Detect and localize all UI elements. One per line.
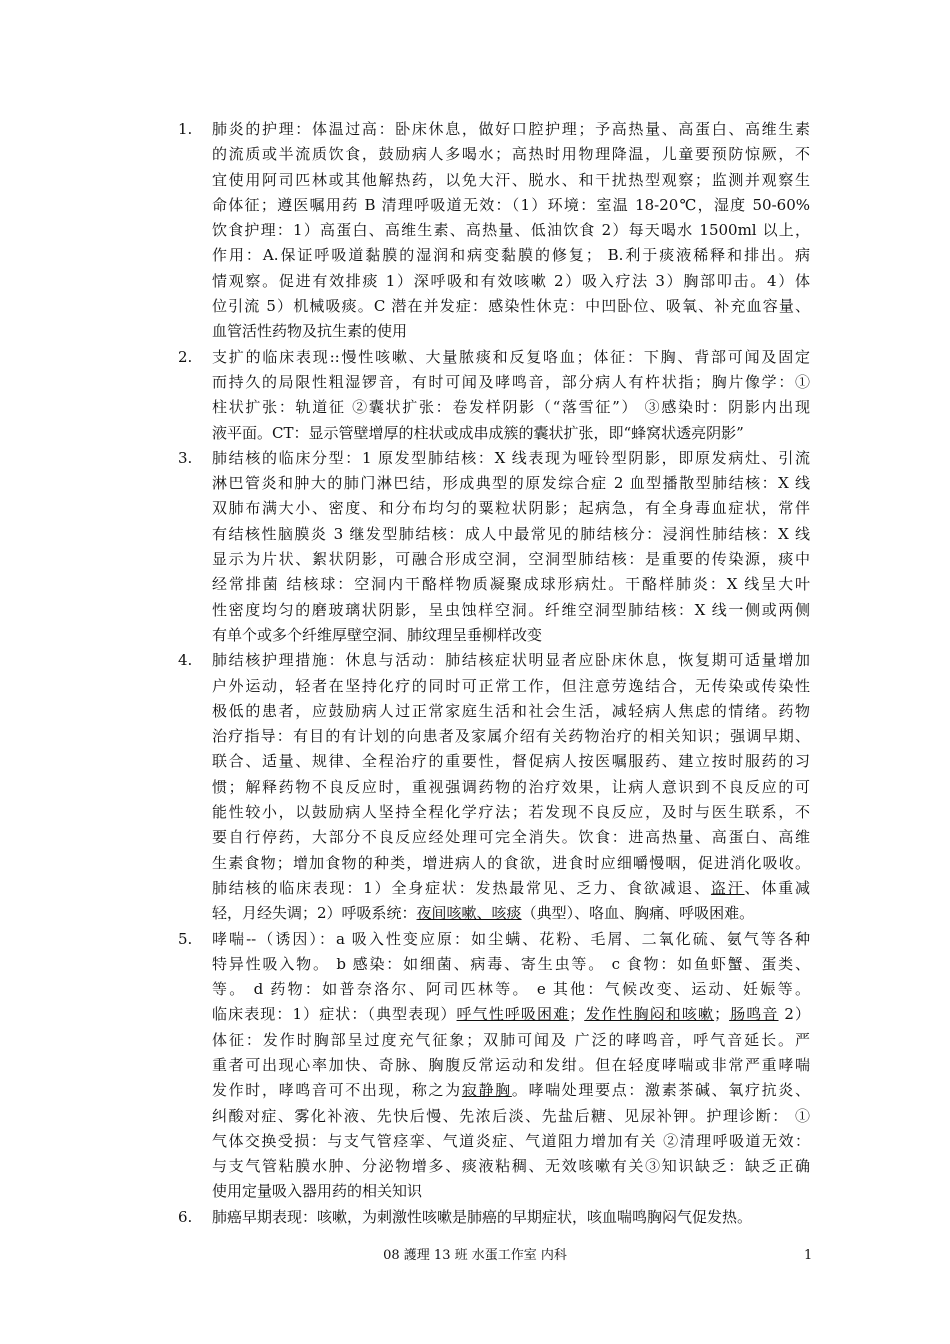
text-line: 双肺布满大小、密度、和分布均匀的粟粒状阴影；起病急，有全身毒血症状，常伴 xyxy=(212,499,810,518)
text-line: 生素食物；增加食物的种类，增进病人的食欲，进食时应细嚼慢咽，促进消化吸收。 xyxy=(212,853,810,872)
text-line: 临床表现：1）症状：（典型表现）呼气性呼吸困难；发作性胸闷和咳嗽；肠鸣音 2） xyxy=(212,1005,810,1024)
text-line: 肺结核的临床表现：1）全身症状：发热最常见、乏力、食欲减退、盗汗、体重减 xyxy=(212,878,810,897)
text-line: 的流质或半流质饮食，鼓励病人多喝水；高热时用物理降温，儿童要预防惊厥，不 xyxy=(212,145,810,164)
text-line: 极低的患者，应鼓励病人过正常家庭生活和社会生活，减轻病人焦虑的情绪。药物 xyxy=(212,701,810,720)
text-line: 宜使用阿司匹林或其他解热药，以免大汗、脱水、和干扰热型观察；监测并观察生 xyxy=(212,170,810,189)
text-line: 性密度均匀的磨玻璃状阴影，呈虫蚀样空洞。纤维空洞型肺结核：X 线一侧或两侧 xyxy=(212,600,810,619)
list-item xyxy=(170,927,810,1205)
text-line: 治疗指导：有目的有计划的向患者及家属介绍有关药物治疗的相关知识；强调早期、 xyxy=(212,727,810,746)
text-line: 能性较小，以鼓励病人坚持全程化学疗法；若发现不良反应，及时与医生联系，不 xyxy=(212,803,810,822)
text-line: 饮食护理：1）高蛋白、高维生素、高热量、低油饮食 2）每天喝水 1500ml 以上， xyxy=(212,221,810,240)
footer-text: 08 護理 13 班 水蛋工作室 内科 xyxy=(383,1248,567,1263)
text-line: 位引流 5）机械吸痰。C 潜在并发症：感染性休克：中凹卧位、吸氧、补充血容量、 xyxy=(212,297,810,316)
item-number: 1. xyxy=(178,120,193,138)
text-line: 经常排菌 结核球：空洞内干酪样物质凝聚成球形病灶。干酪样肺炎：X 线呈大叶 xyxy=(212,575,810,594)
text-line: 纠酸对症、雾化补液、先快后慢、先浓后淡、先盐后糖、见尿补钾。护理诊断： ① xyxy=(212,1106,810,1125)
page-footer xyxy=(0,1244,950,1268)
page-number: 1 xyxy=(804,1248,813,1263)
text-line: 肺癌早期表现：咳嗽，为刺激性咳嗽是肺癌的早期症状，咳血喘鸣胸闷气促发热。 xyxy=(212,1207,753,1226)
text-line: 气体交换受损：与支气管痉挛、气道炎症、气道阻力增加有关 ②清理呼吸道无效： xyxy=(212,1131,810,1150)
text-line: 而持久的局限性粗湿锣音，有时可闻及哮鸣音，部分病人有杵状指；胸片像学：① xyxy=(212,372,810,391)
list-item xyxy=(170,345,810,446)
list-item xyxy=(170,446,810,648)
text-line: 作用：A.保证呼吸道黏膜的湿润和病变黏膜的修复； B.利于痰液稀释和排出。病 xyxy=(212,246,810,265)
text-line: 血管活性药物及抗生素的使用 xyxy=(212,322,408,341)
text-line: 液平面。CT：显示管壁增厚的柱状或成串成簇的囊状扩张，即“蜂窝状透亮阴影” xyxy=(212,423,744,442)
text-line: 有结核性脑膜炎 3 继发型肺结核：成人中最常见的肺结核分：浸润性肺结核：X 线 xyxy=(212,524,810,543)
item-text xyxy=(212,117,810,345)
text-line: 哮喘--（诱因）：a 吸入性变应原：如尘螨、花粉、毛屑、二氧化硫、氨气等各种 xyxy=(212,929,810,948)
text-line: 命体征；遵医嘱用药 B 清理呼吸道无效：（1）环境：室温 18-20℃，湿度 50-60% xyxy=(212,195,810,214)
text-line: 重者可出现心率加快、奇脉、胸腹反常运动和发绀。但在轻度哮喘或非常严重哮喘 xyxy=(212,1055,810,1074)
text-line: 肺结核的临床分型：1 原发型肺结核：X 线表现为哑铃型阴影，即原发病灶、引流 xyxy=(212,448,810,467)
list-item xyxy=(170,648,810,926)
text-line: 户外运动，轻者在坚持化疗的同时可正常工作，但注意劳逸结合，无传染或传染性 xyxy=(212,676,810,695)
item-number: 3. xyxy=(178,448,193,467)
list-item xyxy=(170,117,810,345)
text-line: 惯；解释药物不良反应时，重视强调药物的治疗效果，让病人意识到不良反应的可 xyxy=(212,777,810,796)
text-line: 情观察。促进有效排痰 1）深呼吸和有效咳嗽 2）吸入疗法 3）胸部叩击。4）体 xyxy=(212,271,810,290)
item-number: 5. xyxy=(178,929,193,948)
text-line: 轻，月经失调；2）呼吸系统：夜间咳嗽、咳痰（典型）、咯血、胸痛、呼吸困难。 xyxy=(212,904,755,923)
text-line: 有单个或多个纤维厚壁空洞、肺纹理呈垂柳样改变 xyxy=(212,625,543,644)
text-line: 与支气管粘膜水肿、分泌物增多、痰液粘稠、无效咳嗽有关③知识缺乏：缺乏正确 xyxy=(212,1157,810,1176)
item-number: 6. xyxy=(178,1207,193,1226)
text-line: 柱状扩张：轨道征 ②囊状扩张：卷发样阴影（“落雪征”） ③感染时：阴影内出现 xyxy=(212,398,810,417)
text-line: 支扩的临床表现::慢性咳嗽、大量脓痰和反复咯血；体征：下胸、背部可闻及固定 xyxy=(212,347,810,366)
item-number: 2. xyxy=(178,347,193,366)
text-line: 淋巴管炎和肿大的肺门淋巴结，形成典型的原发综合症 2 血型播散型肺结核：X 线 xyxy=(212,474,810,493)
item-text xyxy=(212,1205,810,1230)
numbered-list xyxy=(170,117,810,1230)
text-line: 发作时，哮鸣音可不出现，称之为寂静胸。哮喘处理要点：激素茶碱、氧疗抗炎、 xyxy=(212,1081,810,1100)
text-line: 显示为片状、絮状阴影，可融合形成空洞，空洞型肺结核：是重要的传染源，痰中 xyxy=(212,550,810,569)
text-line: 等。 d 药物：如普奈洛尔、阿司匹林等。 e 其他：气候改变、运动、妊娠等。 xyxy=(212,980,810,999)
text-line: 联合、适量、规律、全程治疗的重要性，督促病人按医嘱服药、建立按时服药的习 xyxy=(212,752,810,771)
item-number: 4. xyxy=(178,651,193,670)
text-line: 肺结核护理措施：休息与活动：肺结核症状明显者应卧床休息，恢复期可适量增加 xyxy=(212,651,810,670)
text-line: 肺炎的护理：体温过高：卧床休息，做好口腔护理；予高热量、高蛋白、高维生素 xyxy=(212,120,810,138)
text-line: 使用定量吸入器用药的相关知识 xyxy=(212,1182,423,1201)
item-text xyxy=(212,648,810,926)
text-line: 特异性吸入物。 b 感染：如细菌、病毒、寄生虫等。 c 食物：如鱼虾蟹、蛋类、 xyxy=(212,954,810,973)
list-item xyxy=(170,1205,810,1230)
item-text xyxy=(212,446,810,648)
text-line: 要自行停药，大部分不良反应经处理可完全消失。饮食：进高热量、高蛋白、高维 xyxy=(212,828,810,847)
text-line: 体征：发作时胸部呈过度充气征象；双肺可闻及 广泛的哮鸣音，呼气音延长。严 xyxy=(212,1030,810,1049)
item-text xyxy=(212,927,810,1205)
item-text xyxy=(212,345,810,446)
